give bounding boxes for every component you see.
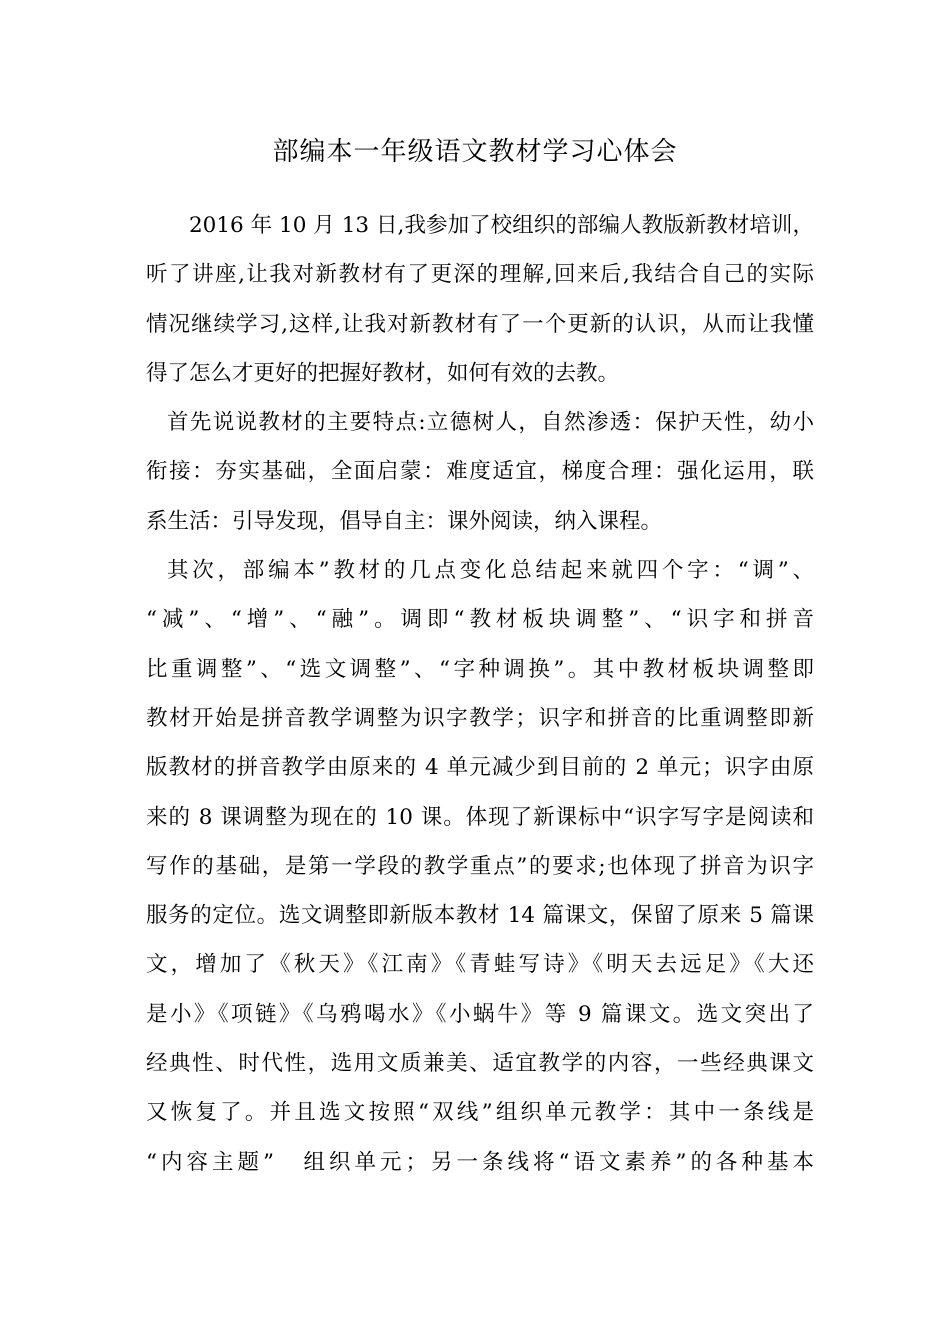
body-line: 首先说说教材的主要特点:立德树人，自然渗透：保护天性，幼小 bbox=[167, 410, 814, 436]
body-line: 又恢复了。并且选文按照“双线”组织单元教学：其中一条线是 bbox=[146, 1100, 814, 1126]
body-line: 2016 年 10 月 13 日,我参加了校组织的部编人教版新教材培训， bbox=[189, 213, 814, 238]
body-line: 文，增加了《秋天》《江南》《青蛙写诗》《明天去远足》《大还 bbox=[146, 952, 814, 978]
body-line: 得了怎么才更好的把握好教材，如何有效的去教。 bbox=[146, 360, 620, 386]
body-line: 系生活：引导发现，倡导自主：课外阅读，纳入课程。 bbox=[146, 508, 663, 534]
body-line: 经典性、时代性，选用文质兼美、适宜教学的内容，一些经典课文 bbox=[146, 1051, 814, 1077]
body-line: 教材开始是拼音教学调整为识字教学；识字和拼音的比重调整即新 bbox=[146, 705, 814, 731]
document-body bbox=[146, 212, 814, 1198]
body-line: 来的 8 课调整为现在的 10 课。体现了新课标中“识字写字是阅读和 bbox=[146, 804, 814, 830]
body-line: 是小》《项链》《乌鸦喝水》《小蜗牛》等 9 篇课文。选文突出了 bbox=[146, 1001, 814, 1027]
body-line: 听了讲座,让我对新教材有了更深的理解,回来后,我结合自己的实际 bbox=[146, 262, 814, 288]
body-line: 情况继续学习,这样,让我对新教材有了一个更新的认识，从而让我懂 bbox=[146, 311, 814, 337]
body-line: 写作的基础，是第一学段的教学重点”的要求;也体现了拼音为识字 bbox=[146, 853, 814, 879]
body-line: “内容主题” 组织单元；另一条线将“语文素养”的各种基本 bbox=[146, 1149, 814, 1175]
body-line: 版教材的拼音教学由原来的 4 单元减少到目前的 2 单元；识字由原 bbox=[146, 755, 814, 781]
body-line: “减”、“增”、“融”。调即“教材板块调整”、“识字和拼音 bbox=[146, 607, 814, 633]
document-title: 部编本一年级语文教材学习心体会 bbox=[272, 137, 678, 167]
body-line: 比重调整”、“选文调整”、“字种调换”。其中教材板块调整即 bbox=[146, 656, 814, 682]
body-line: 衔接：夯实基础，全面启蒙：难度适宜，梯度合理：强化运用，联 bbox=[146, 459, 814, 485]
body-line: 服务的定位。选文调整即新版本教材 14 篇课文，保留了原来 5 篇课 bbox=[146, 903, 814, 929]
body-line: 其次，部编本”教材的几点变化总结起来就四个字：“调”、 bbox=[167, 558, 814, 584]
